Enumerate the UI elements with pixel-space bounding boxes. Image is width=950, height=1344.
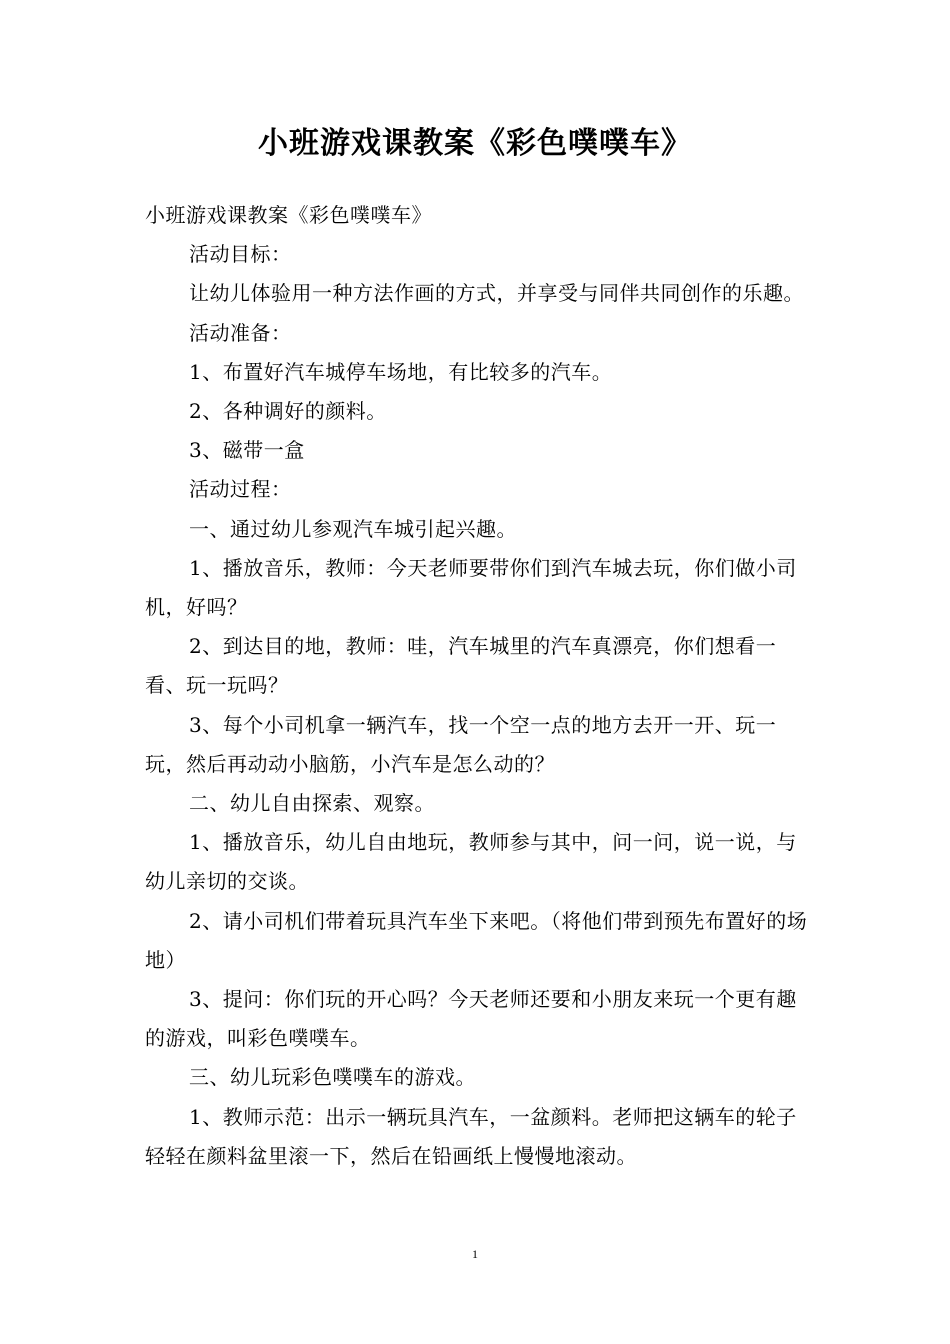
document-title: 小班游戏课教案《彩色噗噗车》	[258, 126, 692, 161]
list-item: 2、请小司机们带着玩具汽车坐下来吧。（将他们带到预先布置好的场地）	[145, 908, 808, 972]
page-number: 1	[472, 1247, 478, 1261]
list-item: 1、播放音乐，幼儿自由地玩，教师参与其中，问一问，说一说，与幼儿亲切的交谈。	[145, 830, 797, 894]
step-heading: 三、幼儿玩彩色噗噗车的游戏。	[189, 1065, 476, 1090]
section-heading-objectives: 活动目标：	[189, 242, 292, 267]
body-paragraph: 让幼儿体验用一种方法作画的方式，并享受与同伴共同创作的乐趣。	[189, 281, 804, 306]
list-item: 3、磁带一盒	[189, 438, 305, 463]
section-heading-process: 活动过程：	[189, 477, 292, 502]
list-item: 2、各种调好的颜料。	[189, 399, 387, 424]
list-item: 1、布置好汽车城停车场地，有比较多的汽车。	[189, 359, 613, 384]
step-heading: 一、通过幼儿参观汽车城引起兴趣。	[189, 516, 517, 541]
list-item: 2、到达目的地，教师：哇，汽车城里的汽车真漂亮，你们想看一看、玩一玩吗？	[145, 634, 777, 698]
list-item: 1、教师示范：出示一辆玩具汽车，一盆颜料。老师把这辆车的轮子轻轻在颜料盆里滚一下，然后在铅画纸上慢慢地滚动。	[145, 1104, 797, 1168]
list-item: 1、播放音乐，教师：今天老师要带你们到汽车城去玩，你们做小司机，好吗？	[145, 555, 797, 620]
list-item: 3、提问：你们玩的开心吗？今天老师还要和小朋友来玩一个更有趣的游戏，叫彩色噗噗车。	[145, 987, 797, 1051]
list-item: 3、每个小司机拿一辆汽车，找一个空一点的地方去开一开、玩一玩，然后再动动小脑筋，小汽车是怎么动的？	[145, 712, 777, 776]
section-heading-preparation: 活动准备：	[189, 320, 292, 345]
body-paragraph: 小班游戏课教案《彩色噗噗车》	[145, 203, 432, 227]
document-body	[145, 196, 815, 1176]
step-heading: 二、幼儿自由探索、观察。	[189, 791, 435, 816]
